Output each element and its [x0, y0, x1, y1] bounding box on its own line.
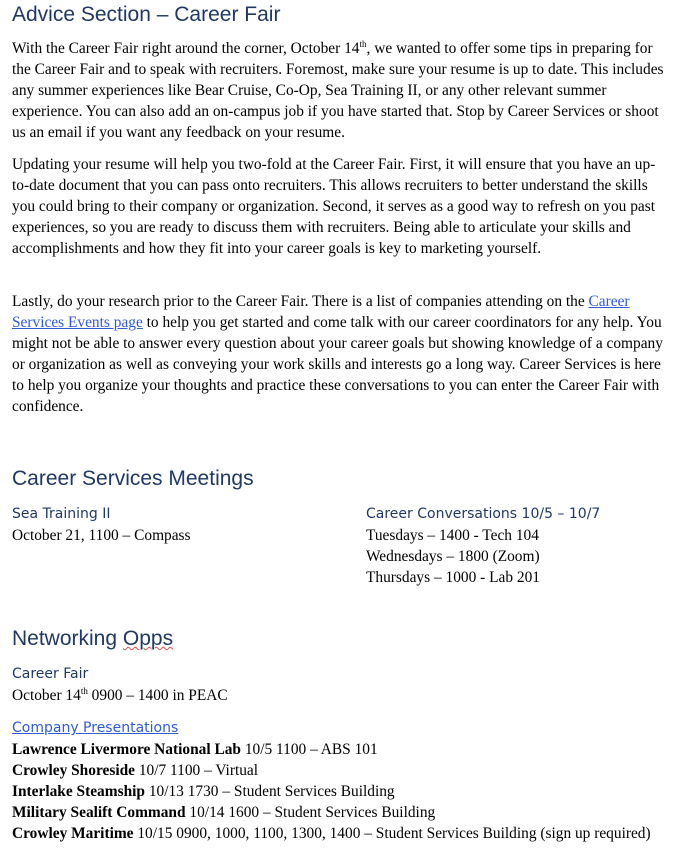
- sea-training-date: October 21, 1100 – Compass: [12, 527, 191, 544]
- list-item: Interlake Steamship 10/13 1730 – Student Services Building: [12, 783, 395, 800]
- spellcheck-word: Opps: [122, 627, 174, 650]
- sea-training-title: Sea Training II: [12, 506, 111, 522]
- presentations-block: [12, 717, 672, 844]
- career-conversations-block: [366, 503, 672, 588]
- advice-paragraph-2: Updating your resume will help you two-fold at the Career Fair. First, it will ensure that you have an up-to-date document that you can pass onto recruiters. This allows recruiters to better understand the skills you could bring to their company or organization. Second, it serves as a good way to refresh on you past experiences, so you are ready to discuss them with recruiters. Being able to articulate your skills and accomplishments and how they fit into your career goals is key to marketing yourself.: [12, 156, 656, 257]
- sea-training-block: [12, 503, 366, 588]
- advice-paragraph-1: With the Career Fair right around the corner, October 14th, we wanted to offer some tips in preparing for the Career Fair and to speak with recruiters. Foremost, make sure your resume is up to date. This includes any summer experiences like Bear Cruise, Co-Op, Sea Training II, or any other relevant summer experience. You can also add an on-campus job if you have started that. Stop by Career Services or shoot us an email if you want any feedback on your resume.: [12, 38, 664, 141]
- schedule-line: Thursdays – 1000 - Lab 201: [366, 569, 540, 586]
- career-fair-date: October 14th 0900 – 1400 in PEAC: [12, 685, 228, 704]
- list-item: Crowley Shoreside 10/7 1100 – Virtual: [12, 762, 259, 779]
- meetings-heading: Career Services Meetings: [12, 467, 254, 490]
- schedule-line: Tuesdays – 1400 - Tech 104: [366, 527, 539, 544]
- career-fair-block: [12, 663, 672, 706]
- networking-heading: Networking Opps: [12, 627, 174, 650]
- advice-heading: Advice Section – Career Fair: [12, 3, 281, 26]
- career-conversations-title: Career Conversations 10/5 – 10/7: [366, 506, 601, 522]
- list-item: Military Sealift Command 10/14 1600 – Student Services Building: [12, 804, 436, 821]
- career-fair-title: Career Fair: [12, 666, 89, 682]
- advice-paragraph-3: Lastly, do your research prior to the Career Fair. There is a list of companies attending on the Career Services Events page to help you get started and come talk with our career coordinators for any help. You might not be able to answer every question about your career goals but showing knowledge of a company or organization as well as conveying your work skills and interests go a long way. Career Services is here to help you organize your thoughts and practice these conversations to you can enter the Career Fair with confidence.: [12, 293, 663, 415]
- company-presentations-link[interactable]: Company Presentations: [12, 720, 179, 736]
- career-services-events-link[interactable]: Career Services Events page: [12, 293, 630, 331]
- list-item: Crowley Maritime 10/15 0900, 1000, 1100, 1300, 1400 – Student Services Building (sign up required): [12, 825, 651, 842]
- meetings-columns: [12, 503, 672, 588]
- schedule-line: Wednesdays – 1800 (Zoom): [366, 548, 540, 565]
- list-item: Lawrence Livermore National Lab 10/5 1100 – ABS 101: [12, 741, 378, 758]
